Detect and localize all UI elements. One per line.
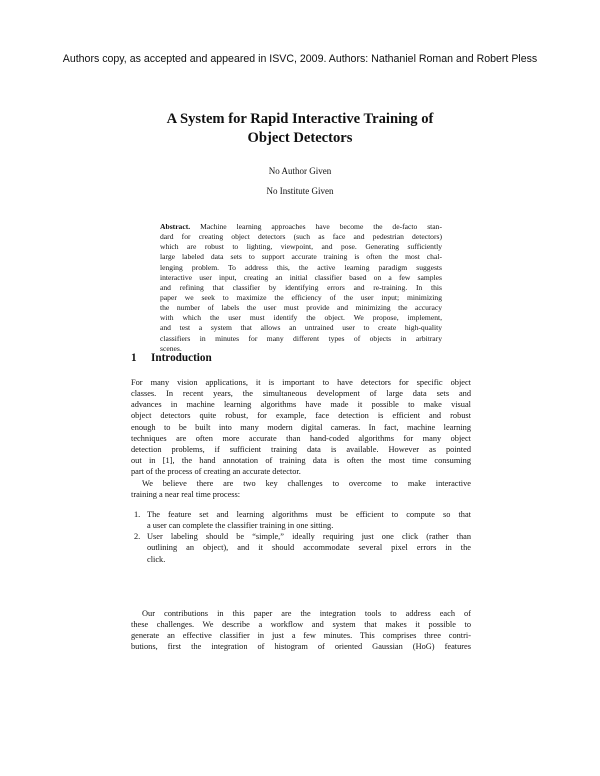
- abstract-line: scenes.: [160, 343, 182, 353]
- abstract-line: interactive user input, creating an initial classifier based on a few samples: [160, 272, 442, 282]
- abstract-line: [160, 222, 442, 232]
- paragraph-line: Our contributions in this paper are the integration tools to address each of: [142, 609, 471, 618]
- section-heading: [131, 352, 212, 364]
- list-item-line: click.: [147, 554, 166, 564]
- list-item-line: User labeling should be “simple,” ideally requiring just one click (rather than: [147, 532, 471, 542]
- abstract-keyword: Abstract.: [160, 222, 191, 231]
- abstract: [160, 222, 442, 354]
- paper-title: [0, 110, 600, 148]
- authors-copy-note: Authors copy, as accepted and appeared in ISVC, 2009. Authors: Nathaniel Roman and Robert Pless: [62, 53, 538, 65]
- abstract-line: with which the user must identify the object. We propose, implement,: [160, 313, 442, 323]
- abstract-text: Machine learning approaches have become the de-facto stan-: [200, 222, 442, 231]
- paragraph-line: training a near real time process:: [131, 490, 241, 500]
- paragraph-line: advances in machine learning algorithms have made it possible to make visual: [131, 400, 471, 410]
- paragraph-line: butions, first the integration of histogram of oriented Gaussian (HoG) features: [131, 642, 471, 652]
- paragraph-line: classes. In recent years, the simultaneous development of large data sets and: [131, 389, 471, 399]
- abstract-line: and test a system that allows an untrained user to create high-quality: [160, 323, 442, 333]
- abstract-line: paper we seek to maximize the efficiency of the user input; minimizing: [160, 292, 442, 302]
- list-item: [131, 509, 471, 531]
- paragraph-line: detection problems, if sufficient training data is available. However as pointed: [131, 444, 471, 454]
- intro-paragraph-1: [131, 377, 471, 477]
- paragraph-line: techniques are often more accurate than hand-coded algorithms for many object: [131, 433, 471, 443]
- paragraph-line: these challenges. We describe a workflow and system that makes it possible to: [131, 620, 471, 630]
- section-title: Introduction: [151, 352, 212, 364]
- intro-paragraph-3: [131, 608, 471, 653]
- paragraph-line: generate an effective classifier in just a few minutes. This comprises three contri-: [131, 631, 471, 641]
- list-item-line: The feature set and learning algorithms must be efficient to compute so that: [147, 510, 471, 519]
- abstract-line: lenging problem. To address this, the active learning paradigm suggests: [160, 262, 442, 272]
- title-line: Object Detectors: [247, 130, 353, 146]
- challenges-list: [131, 509, 471, 565]
- section-number: 1: [131, 352, 137, 364]
- paragraph-line: We believe there are two key challenges to overcome to make interactive: [142, 479, 471, 488]
- paragraph-line: enough to be built into many modern digital cameras. In fact, machine learning: [131, 422, 471, 432]
- list-number: 1.: [134, 510, 141, 519]
- abstract-line: and refining that classifier by identifying errors and re-training. In this: [160, 282, 442, 292]
- list-item: [131, 531, 471, 564]
- abstract-line: large labeled data sets to support accurate training is often the most chal-: [160, 252, 442, 262]
- paragraph-line: object detectors quite robust, for example, face detection is efficient and robust: [131, 411, 471, 421]
- list-item-line: a user can complete the classifier training in one sitting.: [147, 521, 334, 531]
- title-line: A System for Rapid Interactive Training of: [166, 111, 434, 127]
- list-number: 2.: [134, 532, 141, 542]
- abstract-line: classifiers in minutes for many different types of objects in arbitrary: [160, 333, 442, 343]
- author-line: No Author Given: [268, 166, 332, 176]
- abstract-line: the number of labels the user must provide and minimizing the accuracy: [160, 303, 442, 313]
- intro-paragraph-2: [131, 478, 471, 500]
- institute-line: No Institute Given: [266, 186, 334, 196]
- paragraph-line: part of the process of creating an accurate detector.: [131, 467, 301, 477]
- list-item-line: outlining an object), and it should accommodate several pixel errors in the: [147, 543, 471, 553]
- abstract-line: dard for creating object detectors (such as face and pedestrian detectors): [160, 232, 442, 242]
- paragraph-line: out in [1], the hand annotation of training data is often the most time consuming: [131, 455, 471, 465]
- paragraph-line: For many vision applications, it is important to have detectors for specific object: [131, 378, 471, 387]
- abstract-line: which are robust to lighting, viewpoint, and pose. Generating sufficiently: [160, 242, 442, 252]
